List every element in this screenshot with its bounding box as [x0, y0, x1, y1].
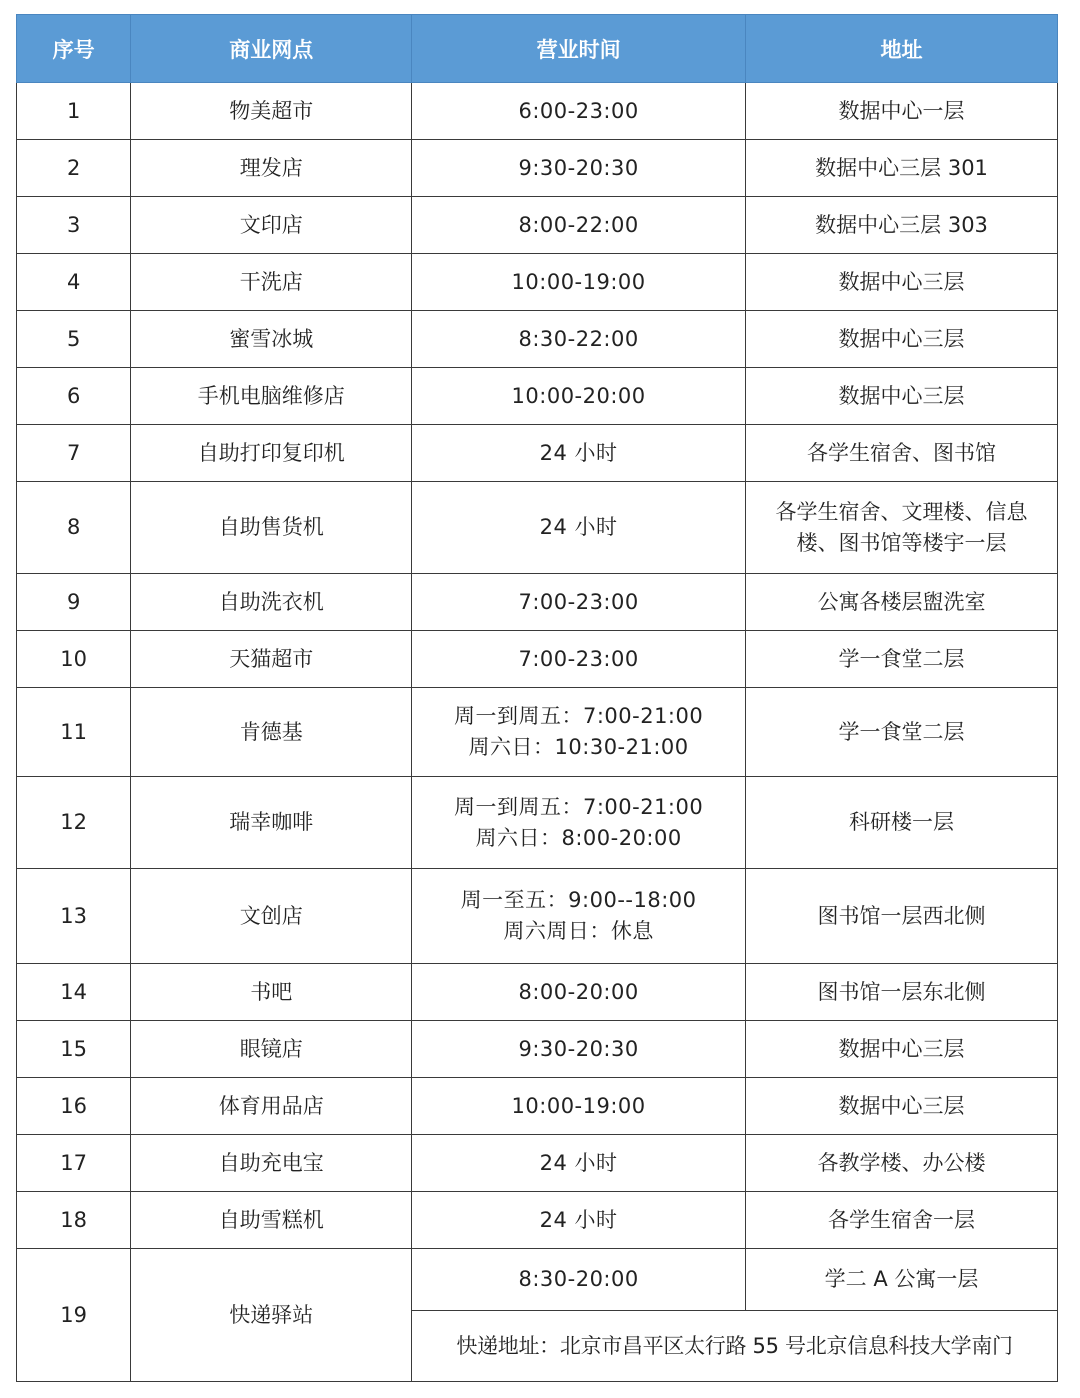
row-address: 各学生宿舍、图书馆	[746, 425, 1058, 482]
row-name: 书吧	[131, 964, 412, 1021]
table-row	[17, 777, 1058, 869]
hours-line: 周一到周五：7:00-21:00	[453, 704, 704, 728]
row-seq: 15	[17, 1021, 131, 1078]
header-seq: 序号	[17, 15, 131, 83]
row-name: 自助充电宝	[131, 1135, 412, 1192]
row-address: 数据中心三层 303	[746, 197, 1058, 254]
row-seq: 5	[17, 311, 131, 368]
table-row	[17, 311, 1058, 368]
table-row	[17, 688, 1058, 777]
row-name: 天猫超市	[131, 631, 412, 688]
row-seq: 19	[17, 1249, 131, 1382]
row-hours	[412, 688, 746, 777]
hours-line: 周一到周五：7:00-21:00	[453, 794, 704, 819]
row-address: 科研楼一层	[746, 777, 1058, 869]
table-row	[17, 83, 1058, 140]
row-seq: 13	[17, 869, 131, 964]
row-hours: 10:00-19:00	[412, 1078, 746, 1135]
row-hours: 7:00-23:00	[412, 631, 746, 688]
row-name: 快递驿站	[131, 1249, 412, 1382]
row-hours: 8:00-20:00	[412, 964, 746, 1021]
row-hours: 24 小时	[412, 482, 746, 574]
header-address: 地址	[746, 15, 1058, 83]
table-row	[17, 254, 1058, 311]
row-seq: 4	[17, 254, 131, 311]
table-row	[17, 197, 1058, 254]
row-name: 自助打印复印机	[131, 425, 412, 482]
row-address: 各学生宿舍一层	[746, 1192, 1058, 1249]
table-row	[17, 425, 1058, 482]
row-name: 自助洗衣机	[131, 574, 412, 631]
row-hours: 24 小时	[412, 1192, 746, 1249]
row-address: 学一食堂二层	[746, 688, 1058, 777]
row-seq: 3	[17, 197, 131, 254]
row-hours: 24 小时	[412, 1135, 746, 1192]
table-header-row	[17, 15, 1058, 83]
row-seq: 18	[17, 1192, 131, 1249]
row-name: 理发店	[131, 140, 412, 197]
row-seq: 11	[17, 688, 131, 777]
row-address: 数据中心三层 301	[746, 140, 1058, 197]
address-line: 各学生宿舍、文理楼、信息	[775, 499, 1028, 524]
table-row	[17, 574, 1058, 631]
row-seq: 8	[17, 482, 131, 574]
row-name: 物美超市	[131, 83, 412, 140]
row-seq: 12	[17, 777, 131, 869]
express-address-note: 快递地址：北京市昌平区太行路 55 号北京信息科技大学南门	[412, 1311, 1058, 1382]
row-hours: 10:00-20:00	[412, 368, 746, 425]
row-name: 手机电脑维修店	[131, 368, 412, 425]
row-seq: 7	[17, 425, 131, 482]
row-address: 数据中心一层	[746, 83, 1058, 140]
row-address: 图书馆一层西北侧	[746, 869, 1058, 964]
hours-line: 周一至五：9:00--18:00	[460, 888, 697, 912]
row-name: 蜜雪冰城	[131, 311, 412, 368]
row-address: 数据中心三层	[746, 311, 1058, 368]
row-name: 眼镜店	[131, 1021, 412, 1078]
row-seq: 2	[17, 140, 131, 197]
row-name: 干洗店	[131, 254, 412, 311]
row-seq: 10	[17, 631, 131, 688]
row-hours: 24 小时	[412, 425, 746, 482]
header-hours: 营业时间	[412, 15, 746, 83]
row-name: 自助售货机	[131, 482, 412, 574]
business-outlets-table	[16, 14, 1058, 1382]
table-row	[17, 1249, 1058, 1311]
table-row	[17, 964, 1058, 1021]
row-address: 数据中心三层	[746, 368, 1058, 425]
row-address: 数据中心三层	[746, 1078, 1058, 1135]
row-hours: 8:00-22:00	[412, 197, 746, 254]
table-row	[17, 482, 1058, 574]
row-address: 公寓各楼层盥洗室	[746, 574, 1058, 631]
row-hours	[412, 777, 746, 869]
table-row	[17, 631, 1058, 688]
hours-line: 周六周日：休息	[503, 919, 654, 943]
row-seq: 17	[17, 1135, 131, 1192]
row-name: 瑞幸咖啡	[131, 777, 412, 869]
row-address: 学一食堂二层	[746, 631, 1058, 688]
table-row	[17, 869, 1058, 964]
row-hours: 9:30-20:30	[412, 140, 746, 197]
row-address: 各教学楼、办公楼	[746, 1135, 1058, 1192]
row-hours: 6:00-23:00	[412, 83, 746, 140]
row-name: 自助雪糕机	[131, 1192, 412, 1249]
header-name: 商业网点	[131, 15, 412, 83]
row-seq: 6	[17, 368, 131, 425]
hours-line: 周六日：10:30-21:00	[468, 735, 689, 759]
row-address: 图书馆一层东北侧	[746, 964, 1058, 1021]
row-seq: 1	[17, 83, 131, 140]
row-seq: 9	[17, 574, 131, 631]
table-row	[17, 1192, 1058, 1249]
row-hours: 10:00-19:00	[412, 254, 746, 311]
table-row	[17, 140, 1058, 197]
row-hours	[412, 869, 746, 964]
table-row	[17, 1135, 1058, 1192]
row-hours: 7:00-23:00	[412, 574, 746, 631]
row-address: 数据中心三层	[746, 254, 1058, 311]
address-line: 楼、图书馆等楼宇一层	[796, 530, 1007, 555]
table-row	[17, 368, 1058, 425]
row-hours: 9:30-20:30	[412, 1021, 746, 1078]
row-hours: 8:30-20:00	[412, 1249, 746, 1311]
row-name: 肯德基	[131, 688, 412, 777]
row-seq: 16	[17, 1078, 131, 1135]
hours-line: 周六日：8:00-20:00	[475, 825, 682, 850]
row-address	[746, 482, 1058, 574]
row-address: 学二 A 公寓一层	[746, 1249, 1058, 1311]
table-row	[17, 1021, 1058, 1078]
row-name: 文印店	[131, 197, 412, 254]
row-seq: 14	[17, 964, 131, 1021]
row-hours: 8:30-22:00	[412, 311, 746, 368]
table-row	[17, 1078, 1058, 1135]
row-address: 数据中心三层	[746, 1021, 1058, 1078]
row-name: 文创店	[131, 869, 412, 964]
row-name: 体育用品店	[131, 1078, 412, 1135]
